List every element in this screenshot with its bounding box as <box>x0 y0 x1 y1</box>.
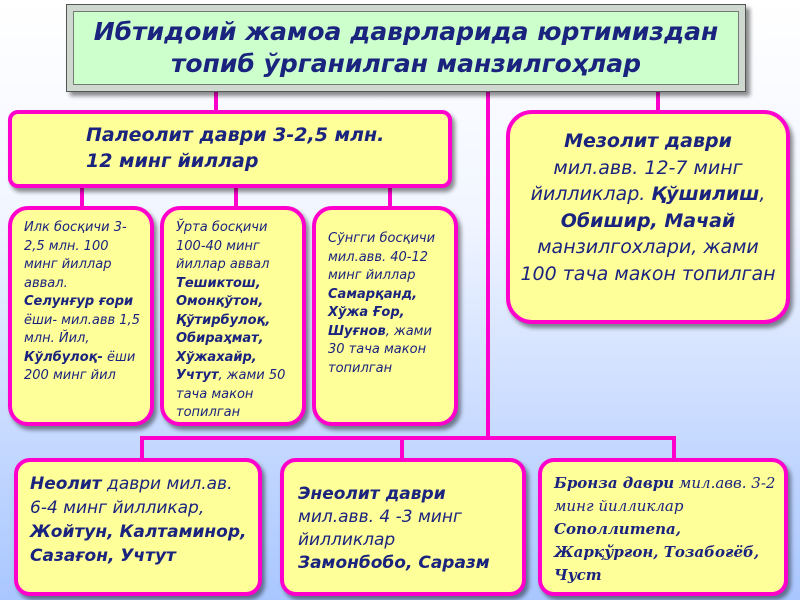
mezolit-text-3: манзилгохлари, жами 100 тача макон топилган <box>520 236 776 285</box>
connector-bar-eneolit <box>400 436 404 460</box>
connector-bottom-bar <box>140 436 676 440</box>
neolit-title: Неолит <box>30 474 102 494</box>
title-line-2: топиб ўрганилган манзилгоҳлар <box>170 49 642 78</box>
connector-title-paleolit <box>214 92 218 112</box>
paleolit-box <box>8 110 452 188</box>
sungi-text-2: , жами 30 тача макон топилган <box>328 323 432 376</box>
eneolit-title: Энеолит даври <box>298 484 446 504</box>
mezolit-sites: Обишир, Мачай <box>560 209 736 232</box>
diagram-title <box>66 4 746 92</box>
ilk-site-selungur: Селунғур ғори <box>24 294 134 309</box>
ilk-text-1: Илк босқичи 3-2,5 млн. 100 минг йиллар аввал. <box>24 220 127 291</box>
ilk-bosqich-box <box>8 206 154 426</box>
mezolit-text-1: мил.авв. 12-7 минг йилликлар. <box>530 156 743 205</box>
sungi-bosqich-box <box>312 206 458 426</box>
connector-bar-bronza <box>672 436 676 460</box>
neolit-box <box>14 458 262 596</box>
connector-paleolit-urta <box>234 186 238 208</box>
eneolit-text-1: мил.авв. 4 -3 минг йилликлар <box>298 507 462 550</box>
mezolit-text-2: , <box>759 183 766 205</box>
eneolit-box <box>280 458 526 596</box>
ilk-site-kulbuloq: Кўлбулоқ- <box>24 349 103 365</box>
connector-title-mezolit <box>656 92 660 112</box>
sungi-sites: Самарқанд, Хўжа Ғор, Шуғнов <box>328 286 418 339</box>
urta-bosqich-box <box>160 206 306 426</box>
ilk-text-2: ёши- мил.авв 1,5 млн. Йил, <box>24 312 140 346</box>
neolit-text-1: даври мил.ав. 6-4 минг йилликар, <box>30 474 233 518</box>
sungi-text-1: Сўнгги босқичи мил.авв. 40-12 минг йиллар <box>328 231 436 283</box>
mezolit-box <box>506 110 790 324</box>
connector-bar-neolit <box>140 436 144 460</box>
paleolit-line-2: 12 минг йиллар <box>86 150 259 172</box>
ilk-text-3: ёши 200 минг йил <box>24 349 136 383</box>
urta-text-1: Ўрта босқичи 100-40 минг йиллар аввал <box>176 220 270 272</box>
title-line-1: Ибтидоий жамоа даврларида юртимиздан <box>93 17 719 46</box>
connector-paleolit-ilk <box>80 186 84 208</box>
urta-sites: Тешиктош, Омонқўтон, Қўтирбулоқ, Обираҳмат, Хўжахайр, Учтут <box>176 275 271 383</box>
connector-paleolit-sungi <box>388 186 392 208</box>
mezolit-site-qushilish: Қўшилиш <box>651 183 760 205</box>
mezolit-title: Мезолит даври <box>564 130 732 152</box>
bronza-box <box>538 458 788 596</box>
neolit-sites: Жойтун, Калтаминор, Сазағон, Учтут <box>30 522 247 566</box>
paleolit-line-1: Палеолит даври 3-2,5 млн. <box>86 124 385 146</box>
bronza-sites: Сополлитепа, Жарқўрғон, Тозабоғёб, Чуст <box>554 520 760 584</box>
bronza-title: Бронза даври <box>554 474 675 492</box>
bronza-text-1: мил.авв. 3-2 минг йилликлар <box>554 474 776 515</box>
eneolit-sites: Замонбобо, Саразм <box>298 553 490 573</box>
urta-text-2: , жами 50 тача макон топилган <box>176 368 286 420</box>
connector-trunk <box>486 92 490 440</box>
